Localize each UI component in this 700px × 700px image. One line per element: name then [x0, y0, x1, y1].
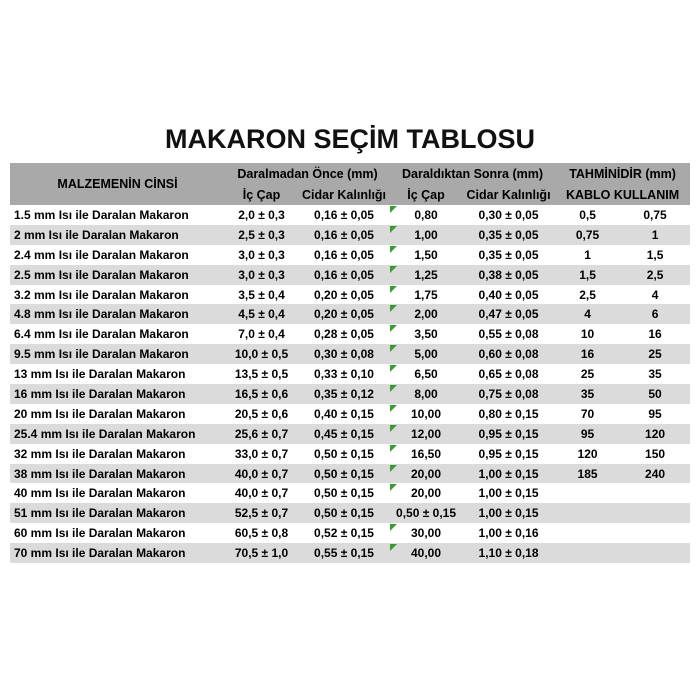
table-row	[10, 464, 690, 484]
cable-usage-min-cell: 2,5	[579, 287, 596, 302]
cable-usage-max-cell	[620, 503, 690, 523]
material-name-cell: 2 mm Isı ile Daralan Makaron	[10, 225, 225, 245]
cable-usage-min-cell: 70	[580, 406, 595, 421]
before-wall-thickness-cell: 0,20 ± 0,05	[298, 304, 390, 324]
table-row	[10, 364, 690, 384]
before-inner-diameter-cell: 3,5 ± 0,4	[238, 287, 285, 302]
before-wall-thickness-cell: 0,20 ± 0,05	[314, 287, 374, 302]
material-name-cell: 2.4 mm Isı ile Daralan Makaron	[14, 247, 189, 262]
cable-usage-max-cell: 1,5	[646, 247, 664, 262]
after-wall-thickness-cell: 0,55 ± 0,08	[478, 327, 539, 342]
cable-usage-min-cell: 95	[555, 424, 620, 444]
material-name-cell: 60 mm Isı ile Daralan Makaron	[14, 526, 186, 541]
before-wall-thickness-cell: 0,35 ± 0,12	[298, 384, 390, 404]
before-inner-diameter-cell: 10,0 ± 0,5	[225, 344, 298, 364]
table-header	[10, 163, 690, 205]
page-title: MAKARON SEÇİM TABLOSU	[165, 124, 535, 154]
material-name-cell: 51 mm Isı ile Daralan Makaron	[10, 503, 225, 523]
table-row	[10, 205, 690, 225]
cable-usage-max-cell: 25	[620, 344, 690, 364]
before-wall-thickness-cell: 0,50 ± 0,15	[298, 503, 390, 523]
before-inner-diameter-cell: 40,0 ± 0,7	[234, 486, 289, 501]
before-wall-thickness-cell: 0,33 ± 0,10	[314, 367, 374, 382]
before-wall-thickness-cell: 0,30 ± 0,08	[298, 344, 390, 364]
before-inner-diameter-cell: 25,6 ± 0,7	[225, 424, 298, 444]
table-row	[10, 225, 690, 245]
after-inner-diameter-cell: 20,00	[390, 464, 462, 484]
cable-usage-max-cell: 0,75	[643, 207, 667, 222]
before-inner-diameter-cell: 20,5 ± 0,6	[234, 406, 289, 421]
after-wall-thickness-cell: 0,95 ± 0,15	[462, 424, 555, 444]
material-name-cell: 70 mm Isı ile Daralan Makaron	[10, 543, 225, 563]
before-wall-thickness-cell: 0,50 ± 0,15	[314, 486, 374, 501]
material-name-cell: 38 mm Isı ile Daralan Makaron	[10, 464, 225, 484]
cable-usage-max-cell: 50	[620, 384, 690, 404]
before-wall-thickness-cell: 0,16 ± 0,05	[314, 207, 374, 222]
before-wall-thickness-cell: 0,28 ± 0,05	[314, 327, 374, 342]
cable-usage-min-cell	[555, 503, 620, 523]
after-inner-diameter-cell: 3,50	[390, 324, 462, 344]
before-inner-diameter-cell: 4,5 ± 0,4	[225, 304, 298, 324]
cable-usage-min-cell	[555, 543, 620, 563]
header-wall-thickness-after: Cidar Kalınlığı	[462, 184, 555, 205]
cable-usage-min-cell: 16	[555, 344, 620, 364]
material-name-cell: 2.5 mm Isı ile Daralan Makaron	[10, 265, 225, 285]
before-wall-thickness-cell: 0,50 ± 0,15	[298, 464, 390, 484]
cable-usage-max-cell: 2,5	[620, 265, 690, 285]
before-wall-thickness-cell: 0,45 ± 0,15	[298, 424, 390, 444]
before-wall-thickness-cell: 0,16 ± 0,05	[314, 247, 374, 262]
table-row	[10, 483, 690, 503]
cable-usage-max-cell: 4	[651, 287, 659, 302]
cable-usage-max-cell	[620, 543, 690, 563]
after-inner-diameter-cell: 40,00	[390, 543, 462, 563]
after-inner-diameter-cell: 1,75	[390, 285, 462, 305]
material-name-cell: 16 mm Isı ile Daralan Makaron	[10, 384, 225, 404]
after-wall-thickness-cell: 0,65 ± 0,08	[478, 367, 539, 382]
material-name-cell: 1.5 mm Isı ile Daralan Makaron	[14, 207, 189, 222]
makaron-selection-table	[10, 163, 690, 563]
header-cable-usage: KABLO KULLANIM	[555, 184, 690, 205]
before-inner-diameter-cell: 7,0 ± 0,4	[238, 327, 285, 342]
cable-usage-max-cell: 150	[645, 446, 666, 461]
material-name-cell: 6.4 mm Isı ile Daralan Makaron	[14, 327, 189, 342]
after-wall-thickness-cell: 0,38 ± 0,05	[462, 265, 555, 285]
after-inner-diameter-cell: 1,25	[390, 265, 462, 285]
header-group-estimate: TAHMİNİDİR (mm)	[555, 163, 690, 184]
cable-usage-min-cell	[555, 523, 620, 543]
cable-usage-min-cell: 35	[555, 384, 620, 404]
material-name-cell: 40 mm Isı ile Daralan Makaron	[14, 486, 186, 501]
before-inner-diameter-cell: 70,5 ± 1,0	[225, 543, 298, 563]
after-wall-thickness-cell: 0,80 ± 0,15	[478, 406, 539, 421]
after-inner-diameter-cell: 6,50	[390, 364, 462, 384]
cable-usage-min-cell: 185	[555, 464, 620, 484]
header-inner-diameter-before: İç Çap	[225, 184, 298, 205]
after-inner-diameter-cell: 12,00	[390, 424, 462, 444]
cable-usage-min-cell: 120	[577, 446, 598, 461]
material-name-cell: 32 mm Isı ile Daralan Makaron	[14, 446, 186, 461]
before-inner-diameter-cell: 3,0 ± 0,3	[225, 265, 298, 285]
before-wall-thickness-cell: 0,16 ± 0,05	[298, 265, 390, 285]
table-row	[10, 384, 690, 404]
after-wall-thickness-cell: 0,60 ± 0,08	[462, 344, 555, 364]
header-wall-thickness-before: Cidar Kalınlığı	[298, 184, 390, 205]
cable-usage-max-cell: 6	[620, 304, 690, 324]
cable-usage-min-cell	[555, 483, 620, 503]
after-inner-diameter-cell: 2,00	[390, 304, 462, 324]
cable-usage-max-cell	[620, 483, 690, 503]
table-row	[10, 444, 690, 464]
cable-usage-min-cell: 25	[580, 367, 595, 382]
before-wall-thickness-cell: 0,40 ± 0,15	[314, 406, 374, 421]
after-inner-diameter-cell: 20,00	[390, 483, 462, 503]
header-group-row	[10, 163, 690, 184]
material-name-cell: 4.8 mm Isı ile Daralan Makaron	[10, 304, 225, 324]
after-inner-diameter-cell: 0,50 ± 0,15	[390, 503, 462, 523]
cable-usage-min-cell: 4	[555, 304, 620, 324]
header-material-type: MALZEMENİN CİNSİ	[10, 163, 225, 205]
after-inner-diameter-cell: 1,00	[390, 225, 462, 245]
material-name-cell: 13 mm Isı ile Daralan Makaron	[14, 367, 186, 382]
cable-usage-min-cell: 0,5	[579, 207, 596, 222]
before-inner-diameter-cell: 52,5 ± 0,7	[225, 503, 298, 523]
after-inner-diameter-cell: 0,80	[390, 205, 462, 225]
cable-usage-min-cell: 0,75	[555, 225, 620, 245]
before-inner-diameter-cell: 2,5 ± 0,3	[225, 225, 298, 245]
cable-usage-min-cell: 1,5	[555, 265, 620, 285]
before-wall-thickness-cell: 0,50 ± 0,15	[314, 446, 374, 461]
after-inner-diameter-cell: 16,50	[390, 444, 462, 464]
before-inner-diameter-cell: 33,0 ± 0,7	[234, 446, 289, 461]
after-wall-thickness-cell: 0,35 ± 0,05	[478, 247, 539, 262]
before-inner-diameter-cell: 3,0 ± 0,3	[238, 247, 285, 262]
before-inner-diameter-cell: 60,5 ± 0,8	[234, 526, 289, 541]
table-row	[10, 523, 690, 543]
material-name-cell: 9.5 mm Isı ile Daralan Makaron	[10, 344, 225, 364]
table-row	[10, 503, 690, 523]
cable-usage-min-cell: 1	[584, 247, 591, 262]
before-inner-diameter-cell: 2,0 ± 0,3	[238, 207, 285, 222]
header-group-before-shrink: Daralmadan Önce (mm)	[225, 163, 390, 184]
after-wall-thickness-cell: 0,30 ± 0,05	[478, 207, 539, 222]
after-wall-thickness-cell: 0,40 ± 0,05	[478, 287, 539, 302]
after-wall-thickness-cell: 1,00 ± 0,15	[462, 503, 555, 523]
material-name-cell: 3.2 mm Isı ile Daralan Makaron	[14, 287, 189, 302]
after-wall-thickness-cell: 1,10 ± 0,18	[462, 543, 555, 563]
table-row	[10, 265, 690, 285]
after-wall-thickness-cell: 1,00 ± 0,15	[478, 486, 539, 501]
cable-usage-max-cell: 1	[620, 225, 690, 245]
after-wall-thickness-cell: 1,00 ± 0,15	[462, 464, 555, 484]
header-group-after-shrink: Daraldıktan Sonra (mm)	[390, 163, 555, 184]
cable-usage-max-cell: 95	[648, 406, 662, 421]
after-inner-diameter-cell: 8,00	[390, 384, 462, 404]
after-inner-diameter-cell: 1,50	[390, 245, 462, 265]
before-wall-thickness-cell: 0,52 ± 0,15	[314, 526, 374, 541]
table-row	[10, 324, 690, 344]
table-row	[10, 285, 690, 305]
header-inner-diameter-after: İç Çap	[390, 184, 462, 205]
cable-usage-max-cell: 35	[648, 367, 662, 382]
after-inner-diameter-cell: 10,00	[390, 404, 462, 424]
before-wall-thickness-cell: 0,16 ± 0,05	[298, 225, 390, 245]
after-wall-thickness-cell: 0,47 ± 0,05	[462, 304, 555, 324]
table-row	[10, 304, 690, 324]
table-body	[10, 205, 690, 563]
after-wall-thickness-cell: 0,35 ± 0,05	[462, 225, 555, 245]
cable-usage-min-cell: 10	[580, 327, 595, 342]
material-name-cell: 25.4 mm Isı ile Daralan Makaron	[10, 424, 225, 444]
material-name-cell: 20 mm Isı ile Daralan Makaron	[14, 406, 186, 421]
table-row	[10, 543, 690, 563]
table-row	[10, 245, 690, 265]
cable-usage-max-cell: 16	[648, 327, 662, 342]
table-row	[10, 424, 690, 444]
after-inner-diameter-cell: 5,00	[390, 344, 462, 364]
before-inner-diameter-cell: 40,0 ± 0,7	[225, 464, 298, 484]
before-inner-diameter-cell: 16,5 ± 0,6	[225, 384, 298, 404]
cable-usage-max-cell	[620, 523, 690, 543]
before-inner-diameter-cell: 13,5 ± 0,5	[234, 367, 289, 382]
cable-usage-max-cell: 120	[620, 424, 690, 444]
before-wall-thickness-cell: 0,55 ± 0,15	[298, 543, 390, 563]
cable-usage-max-cell: 240	[620, 464, 690, 484]
after-wall-thickness-cell: 1,00 ± 0,16	[478, 526, 539, 541]
after-wall-thickness-cell: 0,75 ± 0,08	[462, 384, 555, 404]
after-inner-diameter-cell: 30,00	[390, 523, 462, 543]
after-wall-thickness-cell: 0,95 ± 0,15	[478, 446, 539, 461]
table-row	[10, 404, 690, 424]
table-row	[10, 344, 690, 364]
